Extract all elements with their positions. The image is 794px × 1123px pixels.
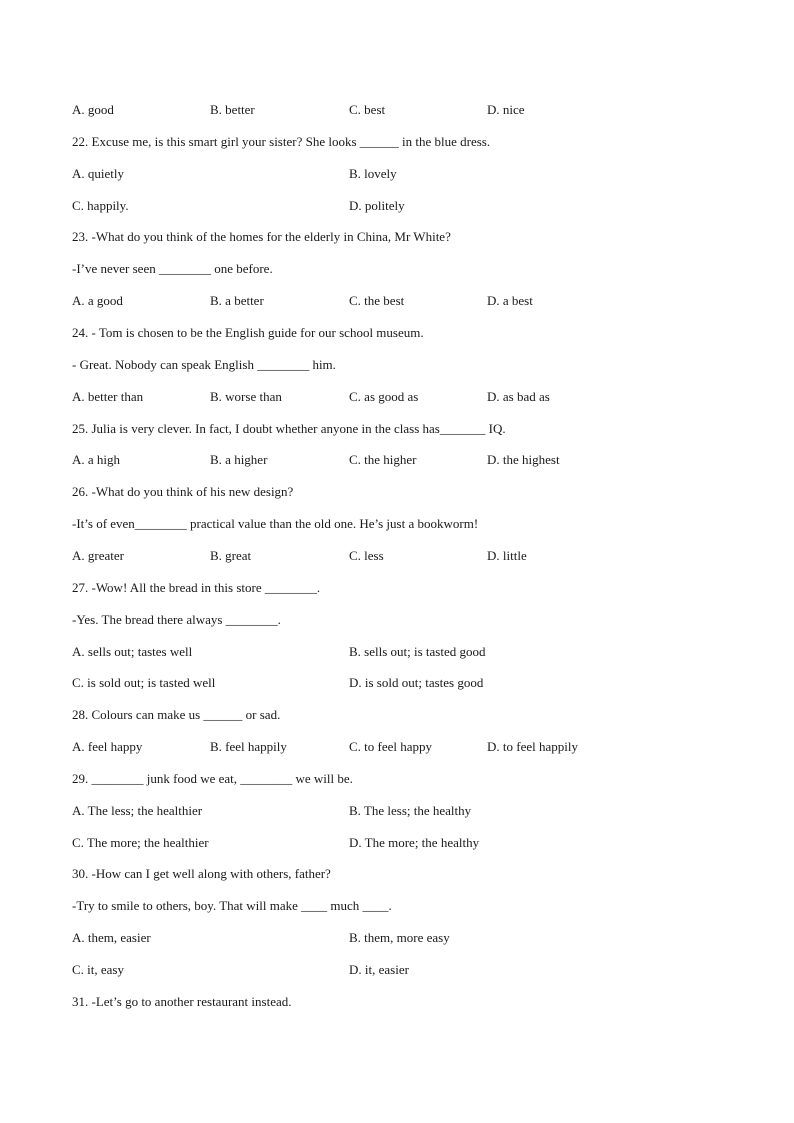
question-text: - Great. Nobody can speak English ________ him. (72, 356, 336, 372)
answer-option: B. feel happily (210, 739, 287, 754)
answer-option: B. worse than (210, 388, 282, 404)
question-text: 31. -Let’s go to another restaurant instead. (72, 993, 292, 1009)
answer-option: B. The less; the healthy (349, 802, 472, 818)
answer-option: D. The more; the healthy (349, 834, 480, 850)
answer-option: B. sells out; is tasted good (349, 643, 486, 659)
question-text: 27. -Wow! All the bread in this store ________. (72, 579, 321, 595)
question-text: 30. -How can I get well along with others, father? (72, 866, 331, 882)
answer-option: C. the best (349, 293, 405, 309)
answer-option: C. is sold out; is tasted well (72, 675, 216, 691)
answer-option: C. less (349, 547, 384, 563)
answer-option: D. the highest (487, 452, 560, 468)
answer-option: B. lovely (349, 165, 397, 181)
question-text: 29. ________ junk food we eat, ________ we will be. (72, 770, 353, 786)
question-text: 24. - Tom is chosen to be the English guide for our school museum. (72, 325, 424, 340)
answer-option: A. good (72, 102, 114, 117)
answer-option: A. greater (72, 547, 124, 563)
question-text: 26. -What do you think of his new design? (72, 484, 294, 500)
answer-option: D. it, easier (349, 962, 409, 977)
answer-option: D. to feel happily (487, 739, 578, 754)
question-text: -It’s of even________ practical value than the old one. He’s just a bookworm! (72, 516, 479, 531)
answer-option: C. best (349, 102, 386, 117)
answer-option: D. little (487, 547, 527, 563)
answer-option: C. The more; the healthier (72, 834, 209, 850)
question-text: 28. Colours can make us ______ or sad. (72, 707, 281, 723)
answer-option: C. as good as (349, 388, 419, 404)
answer-option: C. happily. (72, 197, 129, 213)
answer-option: D. politely (349, 197, 405, 213)
question-text: -Try to smile to others, boy. That will make ____ much ____. (72, 898, 392, 914)
answer-option: D. nice (487, 102, 525, 117)
answer-option: B. them, more easy (349, 930, 450, 946)
question-text: -Yes. The bread there always ________. (72, 611, 281, 627)
question-text: 22. Excuse me, is this smart girl your sister? She looks ______ in the blue dress. (72, 133, 491, 149)
answer-option: A. a good (72, 293, 123, 309)
answer-option: B. a higher (210, 452, 268, 468)
answer-option: B. a better (210, 293, 264, 309)
answer-option: C. to feel happy (349, 739, 433, 754)
answer-option: A. feel happy (72, 739, 143, 754)
answer-option: A. a high (72, 452, 121, 468)
answer-option: D. is sold out; tastes good (349, 675, 484, 691)
answer-option: A. sells out; tastes well (72, 643, 193, 659)
answer-option: D. a best (487, 293, 533, 309)
answer-option: B. great (210, 547, 252, 563)
answer-option: A. The less; the healthier (72, 802, 203, 818)
answer-option: D. as bad as (487, 388, 550, 404)
answer-option: A. better than (72, 388, 144, 404)
answer-option: C. it, easy (72, 962, 124, 977)
answer-option: A. them, easier (72, 930, 151, 946)
answer-option: B. better (210, 102, 255, 117)
question-text: 25. Julia is very clever. In fact, I doubt whether anyone in the class has_______ IQ. (72, 420, 506, 436)
answer-option: C. the higher (349, 452, 417, 468)
question-text: -I’ve never seen ________ one before. (72, 261, 273, 277)
answer-option: A. quietly (72, 165, 124, 181)
question-text: 23. -What do you think of the homes for the elderly in China, Mr White? (72, 229, 451, 245)
